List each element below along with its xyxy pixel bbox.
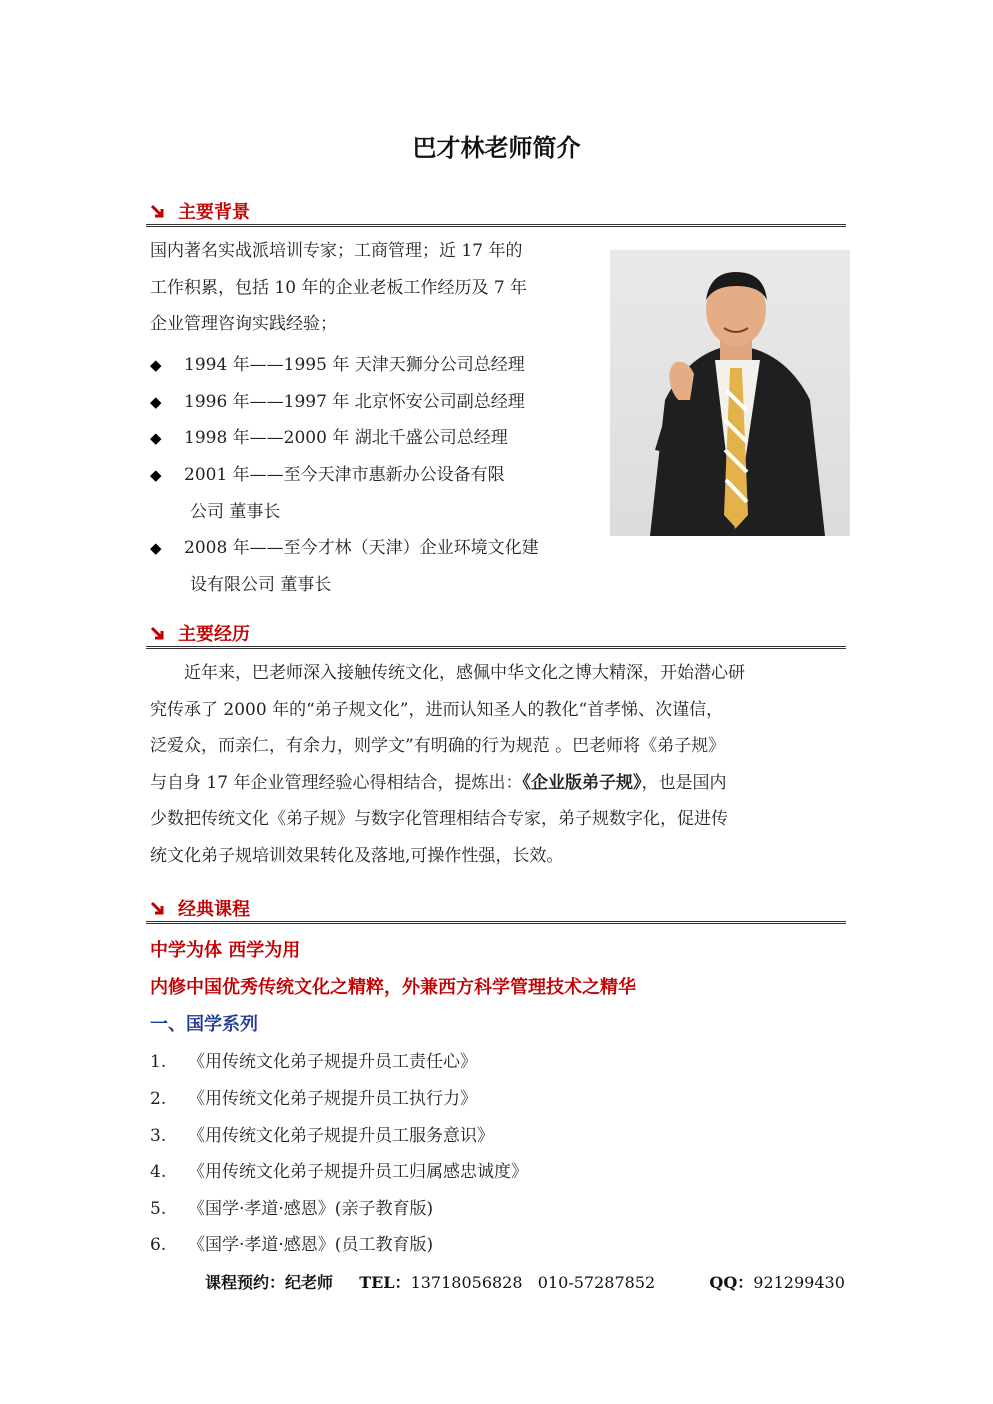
career-item-text: 2001 年——至今天津市惠新办公设备有限 [184,465,505,485]
section-divider [146,921,846,924]
section-heading-text: 主要经历 [178,624,250,645]
section-divider [146,224,846,227]
career-item-continuation: 公司 董事长 [190,502,281,522]
arrow-down-right-icon [150,626,166,642]
experience-text: 与自身 17 年企业管理经验心得相结合，提炼出： [150,772,523,793]
section-heading-text: 经典课程 [178,899,250,920]
intro-line: 企业管理咨询实践经验； [150,314,337,334]
page-title: 巴才林老师简介 [412,133,581,162]
background-intro [150,233,590,343]
qq-number: 921299430 [753,1273,845,1292]
diamond-bullet-icon: ◆ [150,429,162,447]
diamond-bullet-icon: ◆ [150,466,162,484]
tel-label: TEL： [359,1273,411,1292]
career-item-continuation: 设有限公司 董事长 [190,575,332,595]
course-number: 2. [150,1089,167,1109]
course-list-item [150,1047,477,1072]
tel-numbers: 13718056828 010-57287852 [410,1273,656,1292]
contact-footer [205,1270,845,1293]
section-heading-experience [150,620,846,646]
experience-paragraph [150,655,850,874]
career-item [150,533,539,558]
course-list-item [150,1157,528,1182]
portrait-photo [610,250,850,536]
course-number: 3. [150,1126,167,1146]
course-number: 6. [150,1235,167,1255]
section-heading-text: 主要背景 [178,202,250,223]
course-title: 《用传统文化弟子规提升员工服务意识》 [188,1126,494,1146]
diamond-bullet-icon: ◆ [150,393,162,411]
course-number: 4. [150,1162,167,1182]
course-list-item [150,1230,433,1255]
diamond-bullet-icon: ◆ [150,539,162,557]
experience-line: 究传承了 2000 年的“弟子规文化”，进而认知圣人的教化“首孝悌、次谨信， [150,699,724,720]
career-item-text: 1994 年——1995 年 天津天狮分公司总经理 [184,355,525,375]
course-list-item [150,1084,477,1109]
course-title: 《用传统文化弟子规提升员工责任心》 [188,1052,477,1072]
experience-line: 近年来，巴老师深入接触传统文化，感佩中华文化之博大精深，开始潜心研 [184,663,745,683]
intro-line: 国内著名实战派培训专家；工商管理；近 17 年的 [150,241,523,261]
diamond-bullet-icon: ◆ [150,356,162,374]
career-item [150,460,505,485]
experience-text: ，也是国内 [641,772,727,793]
section-divider [146,646,846,649]
series-title: 一、国学系列 [150,1014,258,1035]
course-number: 5. [150,1199,167,1219]
arrow-down-right-icon [150,204,166,220]
course-slogan: 中学为体 西学为用 [150,940,301,961]
career-item-text: 1998 年——2000 年 湖北千盛公司总经理 [184,428,508,448]
course-title: 《国学·孝道·感恩》(员工教育版) [188,1235,434,1255]
intro-line: 工作积累，包括 10 年的企业老板工作经历及 7 年 [150,277,528,298]
career-item [150,423,508,448]
booking-label: 课程预约：纪老师 [205,1273,334,1292]
career-item [150,350,525,375]
course-title: 《用传统文化弟子规提升员工归属感忠诚度》 [188,1162,528,1182]
career-item-text: 1996 年——1997 年 北京怀安公司副总经理 [184,392,525,412]
experience-line: 泛爱众，而亲仁，有余力，则学文”有明确的行为规范 。巴老师将《弟子规》 [150,736,726,756]
course-slogan: 内修中国优秀传统文化之精粹，外兼西方科学管理技术之精华 [150,977,636,998]
experience-line: 统文化弟子规培训效果转化及落地,可操作性强，长效。 [150,845,564,866]
section-heading-courses [150,895,846,921]
course-number: 1. [150,1052,167,1072]
arrow-down-right-icon [150,901,166,917]
course-list-item [150,1194,433,1219]
career-item-text: 2008 年——至今才林（天津）企业环境文化建 [184,538,539,558]
experience-line [150,765,850,802]
course-title: 《用传统文化弟子规提升员工执行力》 [188,1089,477,1109]
highlighted-title: 《企业版弟子规》 [522,772,642,793]
experience-line: 少数把传统文化《弟子规》与数字化管理相结合专家，弟子规数字化，促进传 [150,809,728,829]
course-list-item [150,1121,494,1146]
qq-label: QQ： [709,1273,754,1292]
career-item [150,387,525,412]
section-heading-background [150,198,846,224]
course-title: 《国学·孝道·感恩》(亲子教育版) [188,1199,434,1219]
